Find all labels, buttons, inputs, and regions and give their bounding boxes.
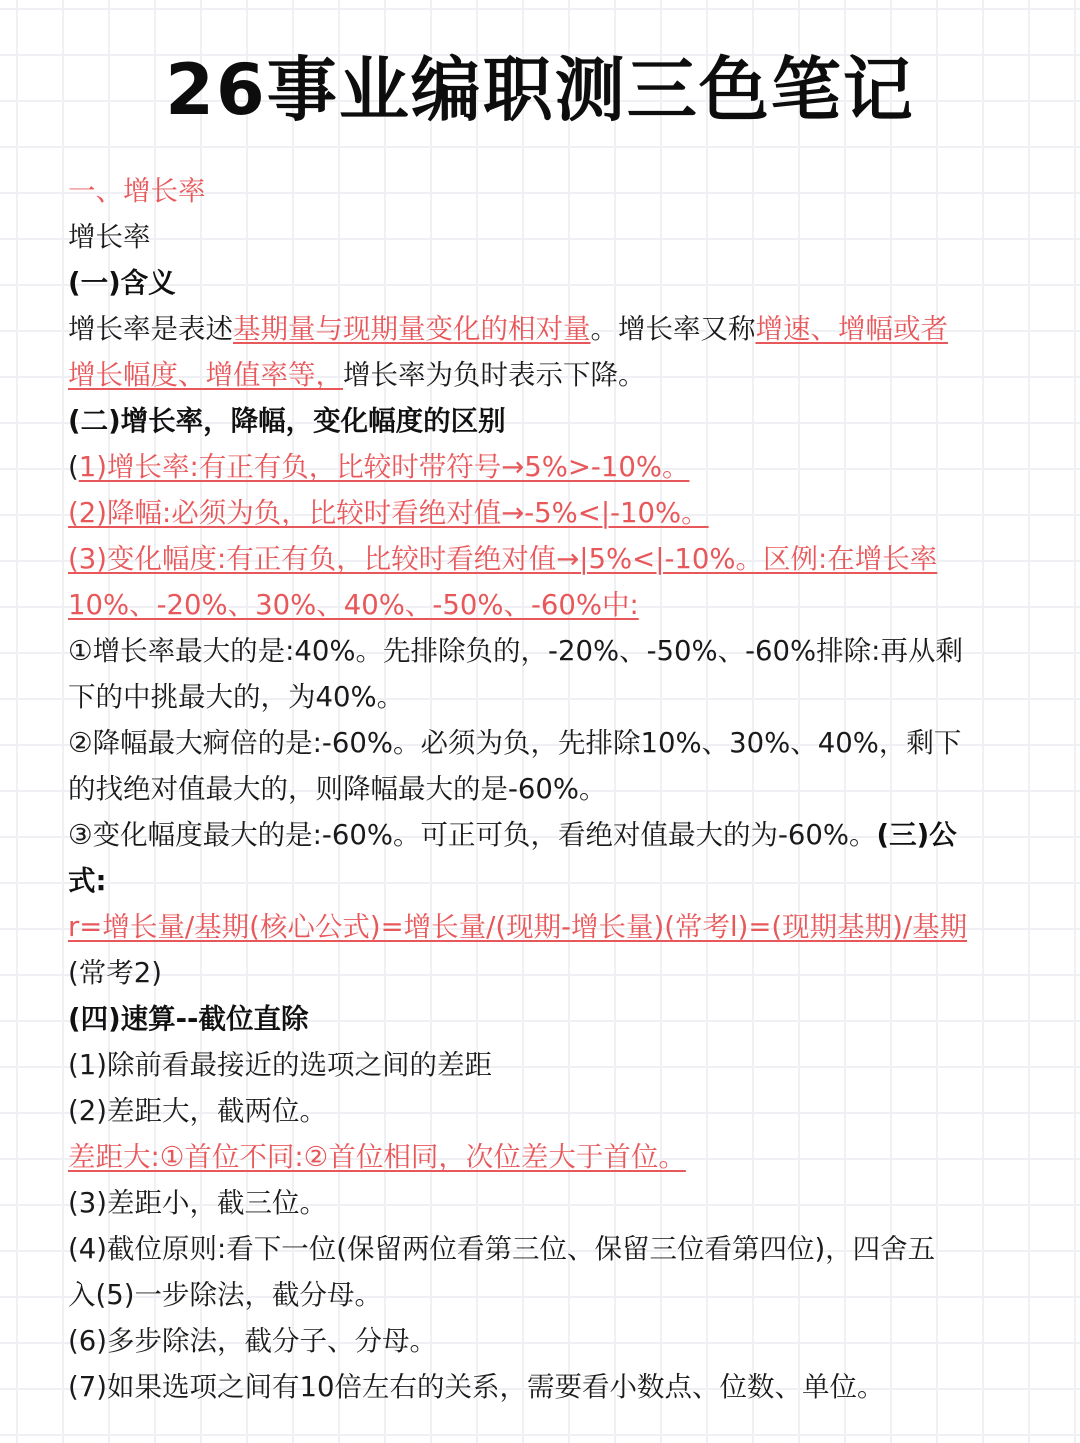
formula-note: (常考2) (68, 957, 162, 989)
formula: r=增长量/基期(核心公式)=增长量/(现期-增长量)(常考l)=(现期基期)/基期 (68, 911, 968, 943)
difference-item-3-cont (68, 582, 1018, 628)
definition-line-1 (68, 306, 1018, 352)
example-1: ①增长率最大的是:40%。先排除负的，-20%、-50%、-60%排除:再从剩 (68, 635, 963, 667)
example-3 (68, 812, 1018, 858)
section-intro: 增长率 (68, 221, 151, 253)
part3-heading: (三)公 (876, 819, 957, 851)
section-heading: 一、增长率 (68, 175, 206, 207)
part2-heading: (二)增长率，降幅，变化幅度的区别 (68, 405, 506, 437)
rule-1: (1)除前看最接近的选项之间的差距 (68, 1049, 492, 1081)
notes-body (68, 168, 1018, 1410)
rule-3: (3)差距小，截三位。 (68, 1187, 327, 1219)
rule-7: (7)如果选项之间有10倍左右的关系，需要看小数点、位数、单位。 (68, 1371, 885, 1403)
example-2-cont: 的找绝对值最大的，则降幅最大的是-60%。 (68, 773, 607, 805)
rule-4-cont: 入(5)一步除法，截分母。 (68, 1279, 382, 1311)
rule-4: (4)截位原则:看下一位(保留两位看第三位、保留三位看第四位)，四舍五 (68, 1233, 936, 1265)
text: 增长率为负时表示下降。 (343, 359, 646, 391)
highlight: 增长幅度、增值率等， (68, 359, 343, 391)
difference-item-3 (68, 536, 1018, 582)
text: ( (68, 451, 79, 483)
definition-line-2 (68, 352, 1018, 398)
highlight: (2)降幅:必须为负，比较时看绝对值→-5%<|-10%。 (68, 497, 709, 529)
part4-heading: (四)速算--截位直除 (68, 1003, 309, 1035)
highlight: 增速、增幅或者 (755, 313, 948, 345)
text: ③变化幅度最大的是:-60%。可正可负，看绝对值最大的为-60%。 (68, 819, 877, 851)
rule-2-note (68, 1134, 1018, 1180)
highlight: (3)变化幅度:有正有负，比较时看绝对值→|5%<|-10%。区例:在增长率 (68, 543, 938, 575)
text: 增长率是表述 (68, 313, 233, 345)
part1-heading: (一)含义 (68, 267, 176, 299)
rule-2: (2)差距大，截两位。 (68, 1095, 327, 1127)
difference-item-2 (68, 490, 1018, 536)
highlight: 差距大:①首位不同:②首位相同，次位差大于首位。 (68, 1141, 686, 1173)
example-2: ②降幅最大痾倍的是:-60%。必须为负，先排除10%、30%、40%，剩下 (68, 727, 962, 759)
part3-heading-cont: 式: (68, 865, 107, 897)
formula-line (68, 904, 1018, 950)
difference-item-1 (68, 444, 1018, 490)
page-title: 26事业编职测三色笔记 (165, 49, 915, 131)
highlight: 1)增长率:有正有负，比较时带符号→5%>-10%。 (78, 451, 690, 483)
text: 。增长率又称 (590, 313, 756, 345)
example-1-cont: 下的中挑最大的，为40%。 (68, 681, 405, 713)
rule-6: (6)多步除法，截分子、分母。 (68, 1325, 437, 1357)
highlight: 基期量与现期量变化的相对量 (233, 313, 591, 345)
highlight: 10%、-20%、30%、40%、-50%、-60%中: (68, 589, 639, 621)
